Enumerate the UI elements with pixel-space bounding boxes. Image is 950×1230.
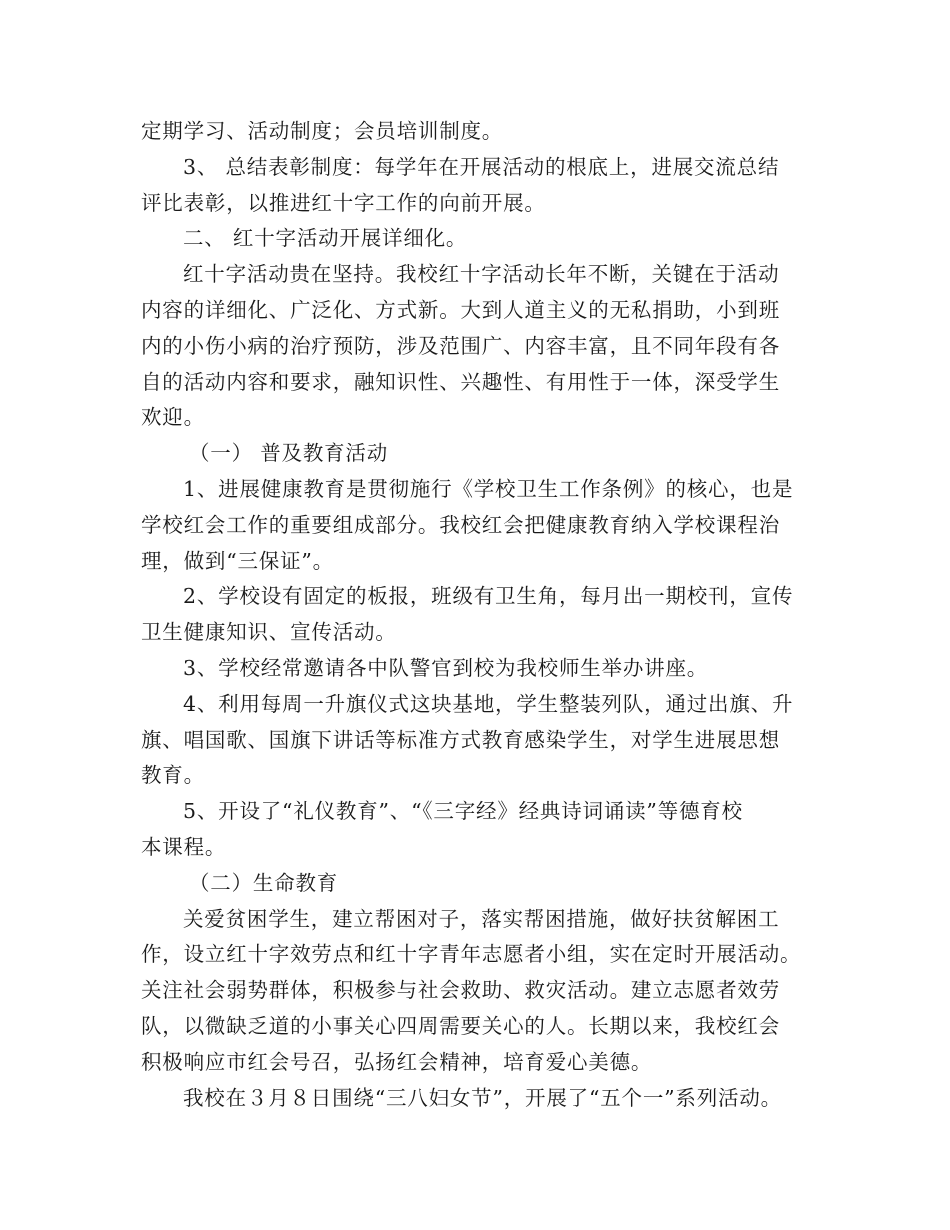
text-line: 关注社会弱势群体，积极参与社会救助、救灾活动。建立志愿者效劳: [141, 978, 780, 1003]
subsection-heading: （一） 普及教育活动: [189, 441, 389, 466]
text-line: 队，以微缺乏道的小事关心四周需要关心的人。长期以来，我校红会: [141, 1013, 780, 1038]
text-line: 2、学校设有固定的板报，班级有卫生角，每月出一期校刊，宣传: [183, 584, 794, 609]
text-line: 4、利用每周一升旗仪式这块基地，学生整装列队，通过出旗、升: [183, 691, 794, 716]
text-line: 内的小伤小病的治疗预防，涉及范围广、内容丰富，且不同年段有各: [141, 333, 780, 358]
text-line: 欢迎。: [141, 405, 205, 430]
body-text: [141, 114, 821, 1116]
text-line: 自的活动内容和要求，融知识性、兴趣性、有用性于一体，深受学生: [141, 369, 780, 394]
text-line: 关爱贫困学生，建立帮困对子，落实帮困措施，做好扶贫解困工: [183, 906, 780, 931]
text-line: 旗、唱国歌、国旗下讲话等标准方式教育感染学生，对学生进展思想: [141, 727, 780, 752]
text-line: 定期学习、活动制度；会员培训制度。: [141, 119, 504, 143]
text-line: 我校在３月８日围绕“三八妇女节”，开展了“五个一”系列活动。: [183, 1085, 782, 1110]
text-line: 作，设立红十字效劳点和红十字青年志愿者小组，实在定时开展活动。: [141, 942, 802, 967]
text-line: 卫生健康知识、宣传活动。: [141, 620, 397, 645]
text-line: 积极响应市红会号召，弘扬红会精神，培育爱心美德。: [141, 1049, 653, 1074]
text-line: 本课程。: [141, 834, 227, 859]
text-line: 5、开设了“礼仪教育”、“《三字经》经典诗词诵读”等德育校: [183, 799, 743, 824]
text-line: 学校红会工作的重要组成部分。我校红会把健康教育纳入学校课程治: [141, 512, 780, 537]
section-heading: 二、 红十字活动开展详细化。: [183, 226, 468, 251]
text-line: 教育。: [141, 763, 205, 788]
text-line: 理，做到“三保证”。: [141, 548, 334, 573]
text-line: 红十字活动贵在坚持。我校红十字活动长年不断，关键在于活动: [183, 262, 780, 287]
text-line: 1、进展健康教育是贯彻施行《学校卫生工作条例》的核心，也是: [183, 476, 794, 501]
text-line: 3、 总结表彰制度：每学年在开展活动的根底上，进展交流总结: [183, 154, 780, 179]
text-line: 3、学校经常邀请各中队警官到校为我校师生举办讲座。: [183, 655, 709, 680]
text-line: 内容的详细化、广泛化、方式新。大到人道主义的无私捐助，小到班: [141, 297, 780, 322]
text-line: 评比表彰，以推进红十字工作的向前开展。: [141, 190, 546, 215]
subsection-heading: （二）生命教育: [189, 870, 339, 895]
